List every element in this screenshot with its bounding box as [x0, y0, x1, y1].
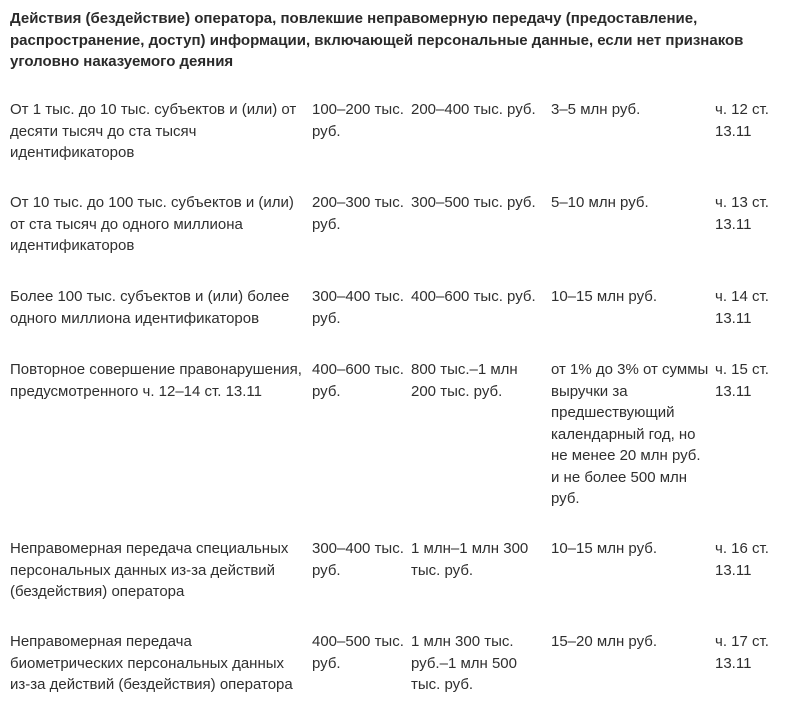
- violation-description: От 1 тыс. до 10 тыс. субъектов и (или) от десяти тысяч до ста тысяч идентификаторов: [10, 101, 297, 161]
- article-reference: ч. 17 ст. 13.11: [715, 633, 769, 672]
- article-reference: ч. 12 ст. 13.11: [715, 101, 769, 140]
- violation-description: Неправомерная передача биометрических персональных данных из-за действий (бездействия) оператора: [10, 633, 293, 693]
- fine-individuals: 300–400 тыс. руб.: [312, 288, 404, 327]
- fine-officials: 400–600 тыс. руб.: [411, 288, 536, 305]
- fine-officials: 300–500 тыс. руб.: [411, 194, 536, 211]
- article-reference: ч. 16 ст. 13.11: [715, 540, 769, 579]
- fine-legal-entities: 3–5 млн руб.: [551, 101, 641, 118]
- article-reference: ч. 14 ст. 13.11: [715, 288, 769, 327]
- fine-legal-entities: 10–15 млн руб.: [551, 540, 657, 557]
- fine-legal-entities: 5–10 млн руб.: [551, 194, 649, 211]
- fine-officials: 1 млн–1 млн 300 тыс. руб.: [411, 540, 529, 579]
- violation-description: Повторное совершение правонарушения, предусмотренного ч. 12–14 ст. 13.11: [10, 361, 302, 400]
- fine-individuals: 100–200 тыс. руб.: [312, 101, 404, 140]
- fine-officials: 800 тыс.–1 млн 200 тыс. руб.: [411, 361, 518, 400]
- article-reference: ч. 13 ст. 13.11: [715, 194, 769, 233]
- fine-individuals: 300–400 тыс. руб.: [312, 540, 404, 579]
- fine-legal-entities: от 1% до 3% от суммы выручки за предшествующий календарный год, но не менее 20 млн руб. и не более 500 млн руб.: [551, 361, 709, 507]
- fine-legal-entities: 10–15 млн руб.: [551, 288, 657, 305]
- violation-description: От 10 тыс. до 100 тыс. субъектов и (или) от ста тысяч до одного миллиона идентификаторов: [10, 194, 294, 254]
- fine-individuals: 400–500 тыс. руб.: [312, 633, 404, 672]
- section-heading: Действия (бездействие) оператора, повлекшие неправомерную передачу (предоставление, распространение, доступ) информации, включающей персональные данные, если нет признаков уголовно наказуемого деяния: [10, 10, 744, 70]
- article-reference: ч. 15 ст. 13.11: [715, 361, 769, 400]
- violation-description: Неправомерная передача специальных персональных данных из-за действий (бездействия) оператора: [10, 540, 289, 600]
- violation-description: Более 100 тыс. субъектов и (или) более одного миллиона идентификаторов: [10, 288, 290, 327]
- fine-individuals: 200–300 тыс. руб.: [312, 194, 404, 233]
- fine-officials: 1 млн 300 тыс. руб.–1 млн 500 тыс. руб.: [411, 633, 517, 693]
- fine-legal-entities: 15–20 млн руб.: [551, 633, 657, 650]
- fine-individuals: 400–600 тыс. руб.: [312, 361, 404, 400]
- fine-officials: 200–400 тыс. руб.: [411, 101, 536, 118]
